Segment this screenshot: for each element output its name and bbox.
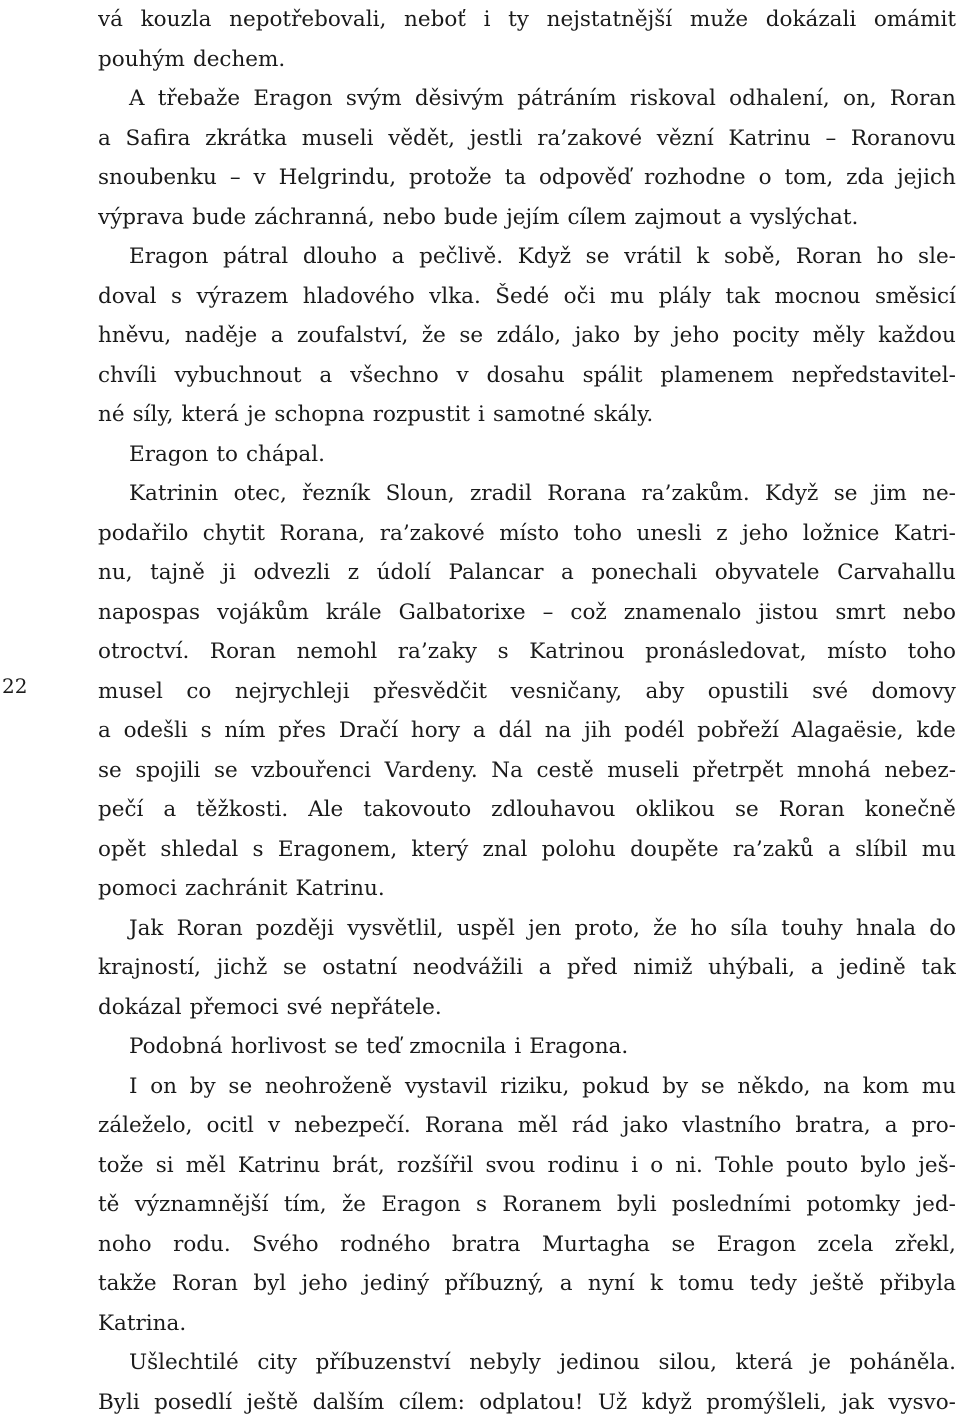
- text-line: nu, tajně ji odvezli z údolí Palancar a ponechali obyvatele Carvahallu: [98, 560, 956, 585]
- text-line: né síly, která je schopna rozpustit i samotné skály.: [98, 402, 654, 427]
- text-line: chvíli vybuchnout a všechno v dosahu spálit plamenem nepředstavitel-: [98, 362, 956, 388]
- text-line: napospas vojákům krále Galbatorixe – což znamenalo jistou smrt nebo: [98, 599, 956, 625]
- text-line: pomoci zachránit Katrinu.: [98, 876, 385, 901]
- text-line: Eragon to chápal.: [129, 441, 325, 467]
- text-line: záleželo, ocitl v nebezpečí. Rorana měl rád jako vlastního bratra, a pro-: [98, 1113, 956, 1138]
- text-line: doval s výrazem hladového vlka. Šedé oči mu plály tak mocnou směsicí: [98, 283, 956, 309]
- body-text: [98, 0, 956, 1422]
- text-line: Eragon pátral dlouho a pečlivě. Když se vrátil k sobě, Roran ho sle-: [129, 244, 956, 269]
- text-line: Byli posedlí ještě dalším cílem: odplatou! Už když promýšleli, jak vysvo-: [98, 1389, 956, 1415]
- text-line: dokázal přemoci své nepřátele.: [98, 994, 442, 1020]
- text-line: Katrinin otec, řezník Sloun, zradil Rorana ra’zakům. Když se jim ne-: [129, 481, 956, 506]
- text-line: vá kouzla nepotřebovali, neboť i ty nejstatnější muže dokázali omámit: [98, 7, 956, 32]
- page-number: 22: [2, 674, 28, 698]
- text-line: se spojili se vzbouřenci Vardeny. Na cestě museli přetrpět mnohá nebez-: [98, 757, 956, 783]
- text-line: A třebaže Eragon svým děsivým pátráním riskoval odhalení, on, Roran: [129, 86, 956, 111]
- text-line: Podobná horlivost se teď zmocnila i Eragona.: [129, 1034, 629, 1059]
- text-line: pečí a těžkosti. Ale takovouto zdlouhavou oklikou se Roran konečně: [98, 797, 956, 822]
- text-line: Ušlechtilé city příbuzenství nebyly jedinou silou, která je poháněla.: [129, 1350, 956, 1375]
- text-line: noho rodu. Svého rodného bratra Murtagha se Eragon zcela zřekl,: [98, 1231, 956, 1257]
- text-line: snoubenku – v Helgrindu, protože ta odpověď rozhodne o tom, zda jejich: [98, 165, 956, 190]
- text-line: hněvu, naděje a zoufalství, že se zdálo, jako by jeho pocity měly každou: [98, 323, 956, 348]
- text-line: Katrina.: [98, 1310, 187, 1336]
- text-line: otroctví. Roran nemohl ra’zaky s Katrinou pronásledovat, místo toho: [98, 639, 956, 664]
- text-line: výprava bude záchranná, nebo bude jejím cílem zajmout a vyslýchat.: [98, 204, 859, 230]
- text-line: tě významnější tím, že Eragon s Roranem byli posledními potomky jed-: [98, 1192, 956, 1217]
- text-line: takže Roran byl jeho jediný příbuzný, a nyní k tomu tedy ještě přibyla: [98, 1271, 956, 1296]
- text-line: Jak Roran později vysvětlil, uspěl jen proto, že ho síla touhy hnala do: [129, 915, 956, 941]
- text-line: a Safira zkrátka museli vědět, jestli ra’zakové vězní Katrinu – Roranovu: [98, 125, 956, 151]
- text-line: pouhým dechem.: [98, 46, 286, 72]
- text-line: krajností, jichž se ostatní neodvážili a před nimiž uhýbali, a jedině tak: [98, 955, 956, 980]
- text-line: musel co nejrychleji přesvědčit vesničany, aby opustili své domovy: [98, 678, 956, 704]
- text-line: tože si měl Katrinu brát, rozšířil svou rodinu i o ni. Tohle pouto bylo ješ-: [98, 1152, 956, 1178]
- text-line: I on by se neohroženě vystavil riziku, pokud by se někdo, na kom mu: [129, 1073, 956, 1099]
- text-line: opět shledal s Eragonem, který znal polohu doupěte ra’zaků a slíbil mu: [98, 836, 956, 862]
- text-line: podařilo chytit Rorana, ra’zakové místo toho unesli z jeho ložnice Katri-: [98, 520, 956, 546]
- text-line: a odešli s ním přes Dračí hory a dál na jih podél pobřeží Alagaësie, kde: [98, 718, 956, 743]
